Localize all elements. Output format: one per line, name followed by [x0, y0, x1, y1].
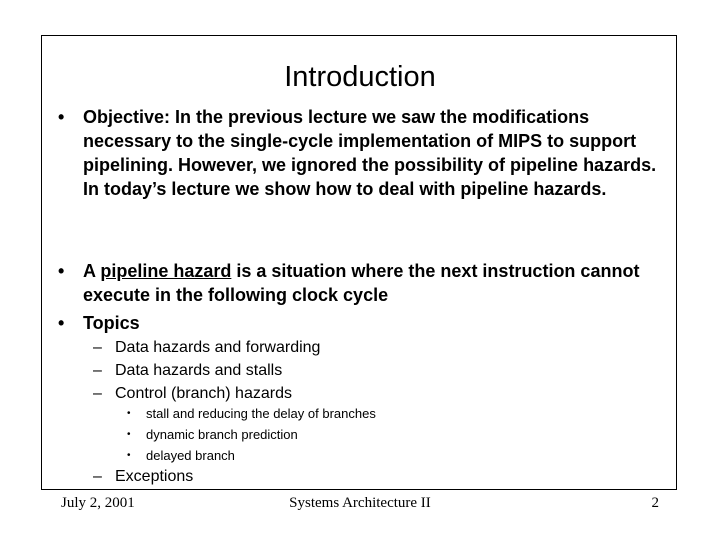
topic-item: Data hazards and stalls	[115, 362, 283, 379]
branch-subtopic: dynamic branch prediction	[146, 427, 298, 442]
hazard-definition	[83, 259, 673, 307]
slide-title: Introduction	[284, 61, 436, 93]
bullet-marker: •	[58, 107, 65, 127]
bullet-marker: •	[58, 261, 65, 281]
dash-marker: –	[93, 362, 102, 379]
objective-text: Objective: In the previous lecture we saw the modifications necessary to the single-cycle implementation of MIPS to support pipelining. However, we ignored the possibility of pipeline hazards. In today’s lecture we show how to deal with pipeline hazards.	[83, 107, 657, 199]
footer-course: Systems Architecture II	[289, 495, 431, 511]
footer-date: July 2, 2001	[61, 495, 135, 511]
hazard-term: pipeline hazard	[100, 261, 232, 281]
dash-marker: –	[93, 385, 102, 402]
small-bullet-marker: •	[127, 429, 131, 440]
small-bullet-marker: •	[127, 450, 131, 461]
small-bullet-marker: •	[127, 408, 131, 419]
hazard-prefix: A	[83, 261, 101, 281]
branch-subtopic: stall and reducing the delay of branches	[146, 406, 376, 421]
topic-item: Control (branch) hazards	[115, 385, 292, 402]
topic-item-exceptions: Exceptions	[115, 468, 194, 485]
hazard-suffix: is a situation where the next instruction cannot execute in the following clock cycle	[83, 261, 640, 305]
dash-marker: –	[93, 468, 102, 485]
dash-marker: –	[93, 339, 102, 356]
topic-item: Data hazards and forwarding	[115, 339, 321, 356]
bullet-marker: •	[58, 313, 65, 333]
footer-page-number: 2	[651, 495, 659, 511]
branch-subtopic: delayed branch	[146, 448, 235, 463]
topics-label: Topics	[83, 313, 140, 333]
